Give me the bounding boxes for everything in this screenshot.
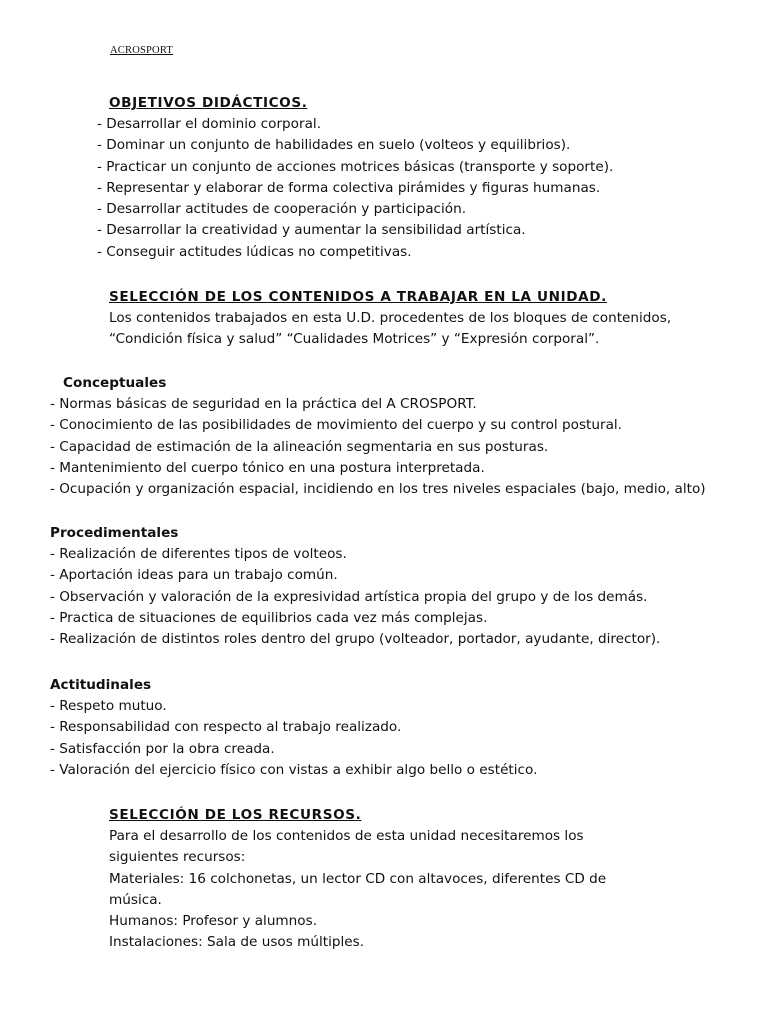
- actitudinales-heading: Actitudinales: [50, 677, 152, 693]
- contenidos-intro-line: Los contenidos trabajados en esta U.D. procedentes de los bloques de contenidos,: [109, 310, 672, 326]
- conceptuales-heading-wrap: [63, 373, 166, 394]
- actitudinales-section: [50, 675, 537, 781]
- objetivos-list: [97, 114, 613, 263]
- recursos-heading: SELECCIÓN DE LOS RECURSOS.: [109, 807, 362, 823]
- procedimentales-heading: Procedimentales: [50, 525, 179, 541]
- objetivo-item: - Desarrollar el dominio corporal.: [97, 116, 322, 132]
- procedimental-item: - Realización de diferentes tipos de volteos.: [50, 546, 347, 562]
- contenidos-heading: SELECCIÓN DE LOS CONTENIDOS A TRABAJAR EN LA UNIDAD.: [109, 289, 607, 305]
- recursos-line: Para el desarrollo de los contenidos de esta unidad necesitaremos los: [109, 828, 584, 844]
- objetivo-item: - Dominar un conjunto de habilidades en suelo (volteos y equilibrios).: [97, 137, 571, 154]
- recursos-section: [109, 805, 606, 954]
- procedimental-item: - Observación y valoración de la expresividad artística propia del grupo y de los demás.: [50, 588, 648, 605]
- objetivo-item: - Desarrollar actitudes de cooperación y participación.: [97, 201, 467, 218]
- recursos-line: Materiales: 16 colchonetas, un lector CD con altavoces, diferentes CD de: [109, 870, 607, 887]
- objetivo-item: - Representar y elaborar de forma colectiva pirámides y figuras humanas.: [97, 179, 601, 196]
- procedimental-item: - Practica de situaciones de equilibrios cada vez más complejas.: [50, 609, 488, 626]
- recursos-line: Instalaciones: Sala de usos múltiples.: [109, 934, 365, 951]
- objetivos-section: [109, 93, 308, 114]
- conceptual-item: - Conocimiento de las posibilidades de movimiento del cuerpo y su control postural.: [50, 417, 622, 434]
- recursos-line: siguientes recursos:: [109, 849, 246, 866]
- actitudinal-item: - Satisfacción por la obra creada.: [50, 740, 275, 757]
- conceptuales-heading: Conceptuales: [63, 375, 167, 391]
- conceptual-item: - Ocupación y organización espacial, incidiendo en los tres niveles espaciales (bajo, medio, alto): [50, 481, 706, 498]
- conceptual-item: - Mantenimiento del cuerpo tónico en una postura interpretada.: [50, 459, 485, 476]
- conceptual-item: - Normas básicas de seguridad en la práctica del A CROSPORT.: [50, 396, 477, 412]
- document-header-title: ACROSPORT: [110, 45, 174, 56]
- actitudinal-item: - Respeto mutuo.: [50, 698, 167, 714]
- procedimental-item: - Aportación ideas para un trabajo común.: [50, 567, 338, 584]
- contenidos-intro-line: “Condición física y salud” “Cualidades Motrices” y “Expresión corporal”.: [109, 331, 600, 348]
- objetivo-item: - Practicar un conjunto de acciones motrices básicas (transporte y soporte).: [97, 158, 614, 175]
- objetivos-heading: OBJETIVOS DIDÁCTICOS.: [109, 95, 308, 111]
- conceptuales-list: [50, 394, 706, 500]
- actitudinal-item: - Responsabilidad con respecto al trabajo realizado.: [50, 719, 402, 736]
- actitudinal-item: - Valoración del ejercicio físico con vistas a exhibir algo bello o estético.: [50, 761, 538, 778]
- procedimentales-section: [50, 523, 660, 650]
- procedimental-item: - Realización de distintos roles dentro del grupo (volteador, portador, ayudante, director).: [50, 631, 661, 648]
- objetivo-item: - Desarrollar la creatividad y aumentar la sensibilidad artística.: [97, 222, 526, 239]
- recursos-line: música.: [109, 891, 162, 908]
- objetivo-item: - Conseguir actitudes lúdicas no competitivas.: [97, 243, 412, 260]
- recursos-line: Humanos: Profesor y alumnos.: [109, 913, 318, 930]
- conceptual-item: - Capacidad de estimación de la alineación segmentaria en sus posturas.: [50, 438, 549, 455]
- contenidos-section: [109, 287, 671, 351]
